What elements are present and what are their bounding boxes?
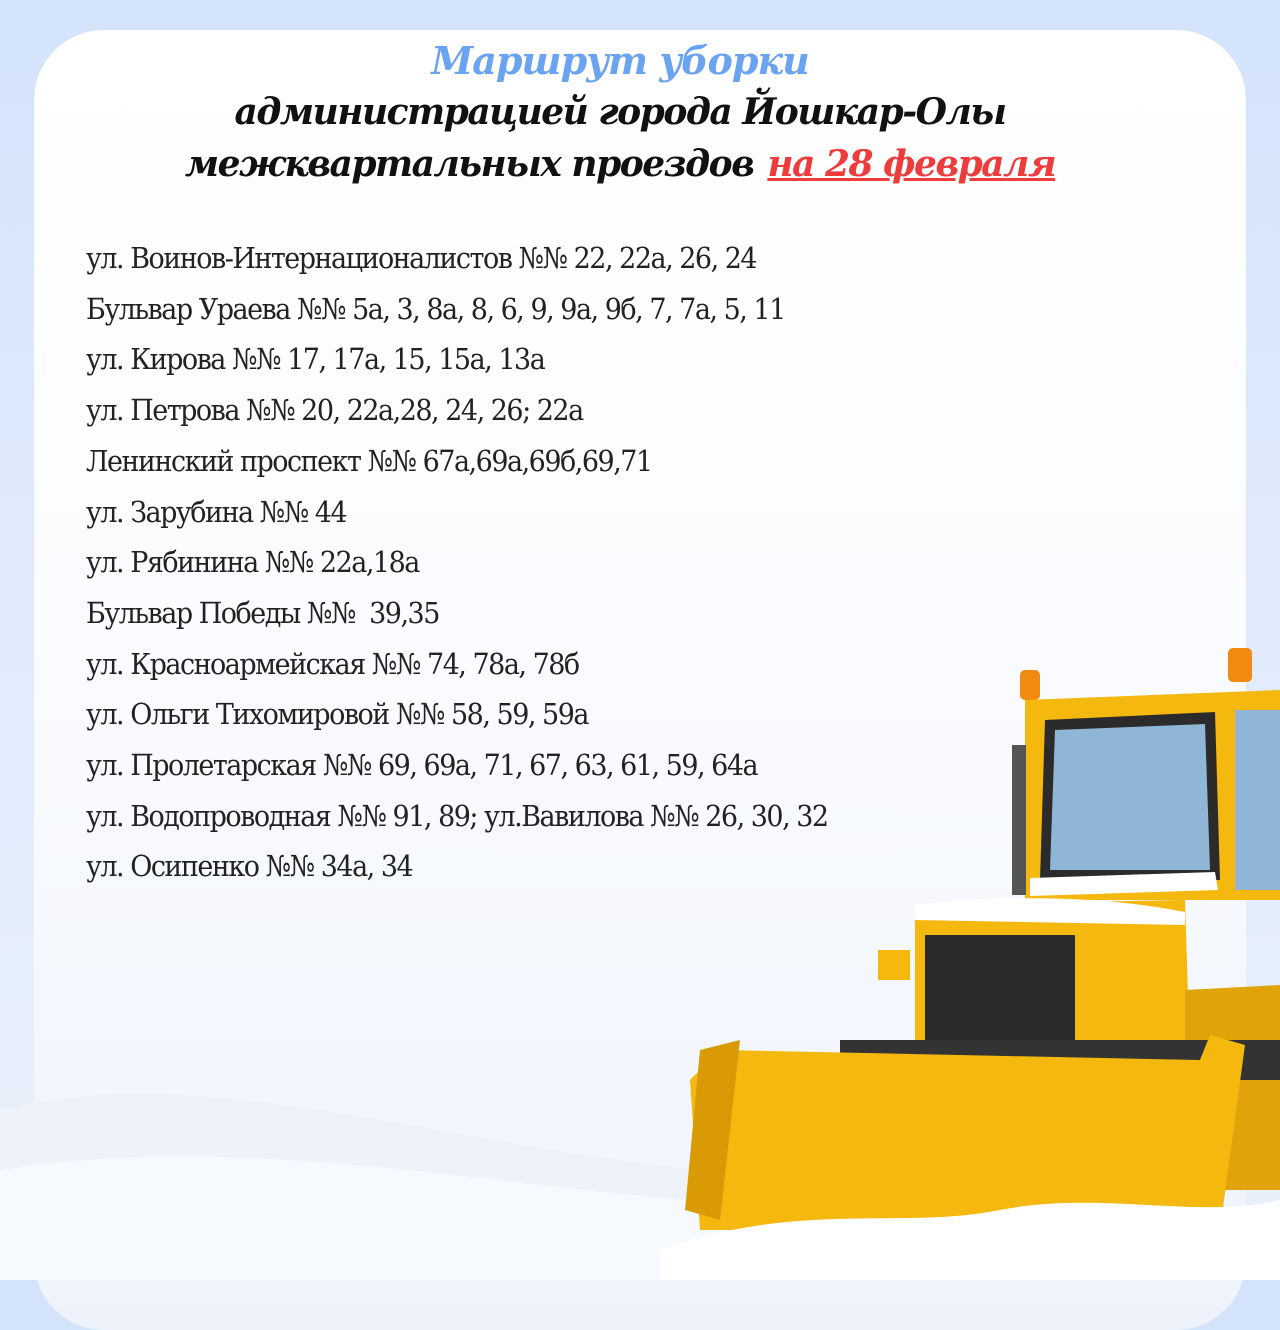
list-item: ул. Зарубина №№ 44 — [86, 494, 347, 529]
list-item: Бульвар Победы №№ 39,35 — [86, 595, 439, 630]
list-item: ул. Красноармейская №№ 74, 78а, 78б — [86, 646, 579, 681]
list-item: ул. Кирова №№ 17, 17а, 15, 15а, 13а — [86, 342, 545, 377]
list-item: Ленинский проспект №№ 67а,69а,69б,69,71 — [86, 443, 652, 478]
list-item: ул. Водопроводная №№ 91, 89; ул.Вавилова №№ 26, 30, 32 — [86, 798, 828, 833]
poster-title: Маршрут уборки — [431, 38, 809, 83]
list-item: ул. Осипенко №№ 34а, 34 — [86, 849, 413, 884]
date-label: на 28 февраля — [767, 143, 1056, 185]
list-item: ул. Петрова №№ 20, 22а,28, 24, 26; 22а — [86, 393, 583, 428]
poster-subtitle-line — [0, 138, 1240, 190]
list-item: ул. Воинов-Интернационалистов №№ 22, 22а, 26, 24 — [86, 241, 757, 275]
subtitle-text: межквартальных проездов — [184, 143, 754, 185]
bulldozer-illustration — [660, 640, 1280, 1280]
list-item: ул. Пролетарская №№ 69, 69а, 71, 67, 63, 61, 59, 64а — [86, 748, 758, 783]
list-item: ул. Рябинина №№ 22а,18а — [86, 545, 419, 580]
list-item: Бульвар Ураева №№ 5а, 3, 8а, 8, 6, 9, 9а, 9б, 7, 7а, 5, 11 — [86, 291, 785, 326]
poster-subtitle: администрацией города Йошкар-Олы — [234, 91, 1006, 133]
list-item: ул. Ольги Тихомировой №№ 58, 59, 59а — [86, 697, 588, 732]
poster-header — [0, 36, 1240, 190]
